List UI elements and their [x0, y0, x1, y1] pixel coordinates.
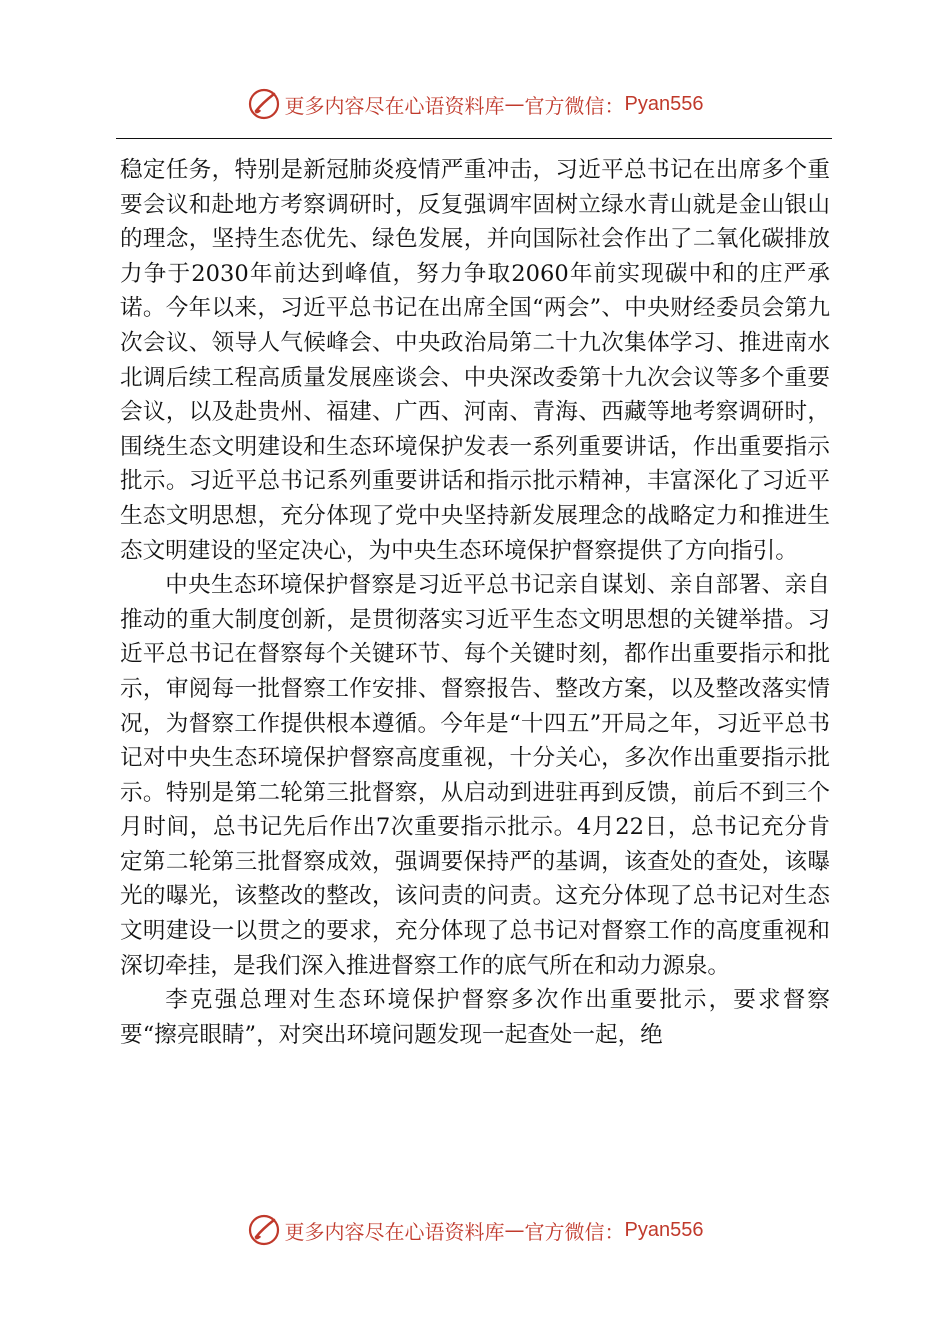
header-watermark — [0, 84, 950, 124]
watermark-brand: 更多内容尽在心语资料库 — [284, 93, 505, 118]
header-divider — [116, 138, 832, 139]
watermark-account: Pyan556 — [624, 1218, 704, 1241]
document-body — [120, 153, 830, 1052]
watermark-label: 官方微信： — [524, 93, 625, 118]
watermark-brand: 更多内容尽在心语资料库 — [284, 1219, 505, 1244]
watermark-separator: — — [504, 92, 525, 116]
watermark-separator: — — [504, 1218, 525, 1242]
brush-logo-icon — [247, 1213, 281, 1247]
brush-logo-icon — [247, 87, 281, 121]
watermark-account: Pyan556 — [624, 92, 704, 115]
paragraph-1: 稳定任务，特别是新冠肺炎疫情严重冲击，习近平总书记在出席多个重要会议和赴地方考察调研时，反复强调牢固树立绿水青山就是金山银山的理念，坚持生态优先、绿色发展，并向国际社会作出了二氧化碳排放力争于2030年前达到峰值，努力争取2060年前实现碳中和的庄严承诺。今年以来，习近平总书记在出席全国“两会”、中央财经委员会第九次会议、领导人气候峰会、中央政治局第二十九次集体学习、推进南水北调后续工程高质量发展座谈会、中央深改委第十九次会议等多个重要会议，以及赴贵州、福建、广西、河南、青海、西藏等地考察调研时，围绕生态文明建设和生态环境保护发表一系列重要讲话，作出重要指示批示。习近平总书记系列重要讲话和指示批示精神，丰富深化了习近平生态文明思想，充分体现了党中央坚持新发展理念的战略定力和推进生态文明建设的坚定决心，为中央生态环境保护督察提供了方向指引。 — [120, 157, 830, 564]
paragraph-2: 中央生态环境保护督察是习近平总书记亲自谋划、亲自部署、亲自推动的重大制度创新，是贯彻落实习近平生态文明思想的关键举措。习近平总书记在督察每个关键环节、每个关键时刻，都作出重要指示和批示，审阅每一批督察工作安排、督察报告、整改方案，以及整改落实情况，为督察工作提供根本遵循。今年是“十四五”开局之年，习近平总书记对中央生态环境保护督察高度重视，十分关心，多次作出重要指示批示。特别是第二轮第三批督察，从启动到进驻再到反馈，前后不到三个月时间，总书记先后作出7次重要指示批示。4月22日，总书记充分肯定第二轮第三批督察成效，强调要保持严的基调，该查处的查处，该曝光的曝光，该整改的整改，该问责的问责。这充分体现了总书记对生态文明建设一以贯之的要求，充分体现了总书记对督察工作的高度重视和深切牵挂，是我们深入推进督察工作的底气所在和动力源泉。 — [120, 572, 830, 979]
footer-watermark — [0, 1210, 950, 1250]
watermark-label: 官方微信： — [524, 1219, 625, 1244]
paragraph-3: 李克强总理对生态环境保护督察多次作出重要批示，要求督察要“擦亮眼睛”，对突出环境问题发现一起查处一起，绝 — [120, 987, 830, 1048]
